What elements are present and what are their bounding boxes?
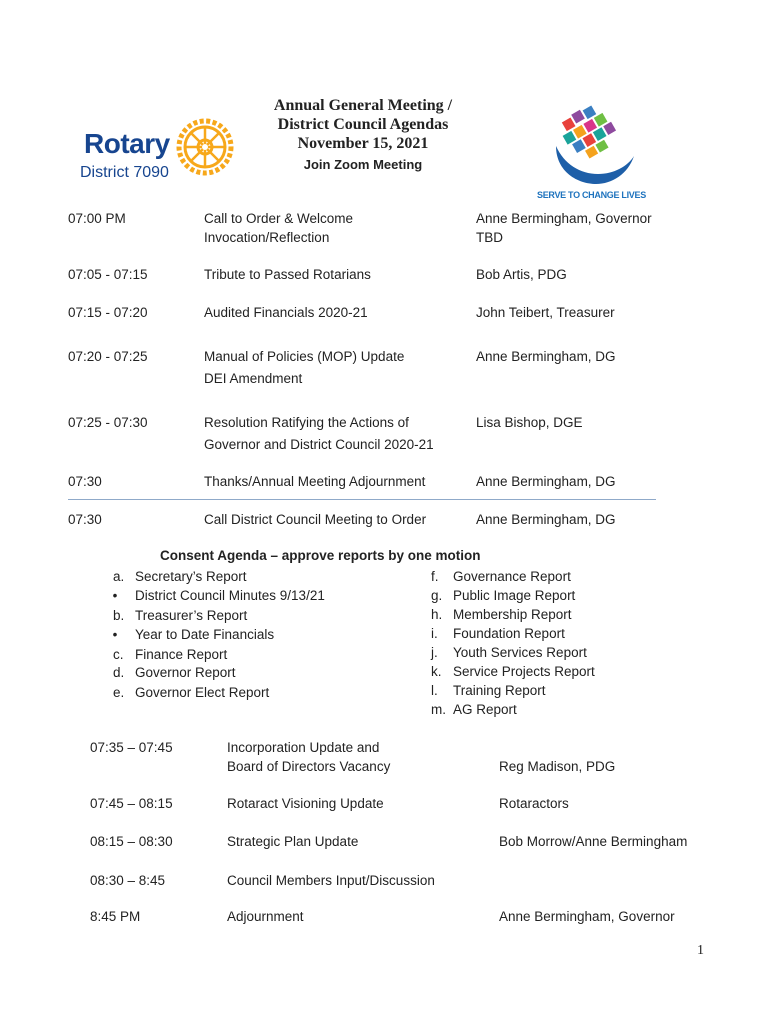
consent-item [95,586,325,605]
consent-item [113,683,269,702]
agenda-time: 07:30 [68,474,102,489]
consent-item [431,662,595,681]
list-text: Service Projects Report [453,664,595,679]
agenda-item: Incorporation Update and [227,740,380,755]
agenda-presenter: Anne Bermingham, DG [476,349,616,364]
list-text: Foundation Report [453,626,565,641]
page-title [228,96,498,174]
list-text: Treasurer’s Report [135,608,248,623]
agenda-time: 07:20 - 07:25 [68,349,148,364]
agenda-presenter: Anne Bermingham, DG [476,474,616,489]
agenda-presenter: John Teibert, Treasurer [476,305,615,320]
list-marker: j. [431,645,438,660]
list-text: Year to Date Financials [135,627,275,642]
agenda-presenter: Bob Morrow/Anne Bermingham [499,834,688,849]
list-text: Governor Report [135,665,236,680]
agenda-item: Strategic Plan Update [227,834,359,849]
agenda-item: Call District Council Meeting to Order [204,512,427,527]
agenda-item: Council Members Input/Discussion [227,873,435,888]
agenda-time: 07:45 – 08:15 [90,796,173,811]
agenda-item: Resolution Ratifying the Actions of [204,415,409,430]
list-marker: m. [431,702,446,717]
agenda-time: 08:15 – 08:30 [90,834,173,849]
consent-item [113,567,247,586]
consent-item [113,663,236,682]
list-text: Public Image Report [453,588,576,603]
page-number: 1 [697,943,704,958]
list-marker: h. [431,607,443,622]
agenda-presenter: Lisa Bishop, DGE [476,415,583,430]
agenda-item: Rotaract Visioning Update [227,796,384,811]
list-text: AG Report [453,702,517,717]
list-marker: b. [113,608,125,623]
rotary-wheel-icon [176,118,234,176]
bullet-icon: • [112,588,118,603]
rotary-district: District 7090 [80,164,169,181]
agenda-time: 07:35 – 07:45 [90,740,173,755]
consent-item [431,643,587,662]
list-marker: a. [113,569,125,584]
agenda-presenter: Bob Artis, PDG [476,267,567,282]
list-marker: d. [113,665,125,680]
agenda-item: Invocation/Reflection [204,230,330,245]
list-text: Membership Report [453,607,572,622]
list-marker: i. [431,626,438,641]
consent-item [431,586,575,605]
consent-item [113,606,247,625]
agenda-time: 07:05 - 07:15 [68,267,148,282]
list-text: Youth Services Report [453,645,587,660]
agenda-presenter: Anne Bermingham, Governor [476,211,652,226]
list-text: Finance Report [135,647,228,662]
divider [68,499,656,500]
bullet-icon: • [112,627,118,642]
agenda-presenter: Reg Madison, PDG [499,759,616,774]
agenda-item: Thanks/Annual Meeting Adjournment [204,474,426,489]
consent-heading: Consent Agenda – approve reports by one motion [160,548,481,563]
agenda-item: Governor and District Council 2020-21 [204,437,434,452]
consent-item [113,645,227,664]
list-marker: k. [431,664,442,679]
globe-hand-icon [552,100,638,188]
agenda-time: 8:45 PM [90,909,141,924]
agenda-time: 07:30 [68,512,102,527]
agenda-item: Manual of Policies (MOP) Update [204,349,405,364]
list-marker: f. [431,569,439,584]
consent-item [431,605,572,624]
agenda-presenter: Anne Bermingham, DG [476,512,616,527]
list-text: Training Report [453,683,546,698]
list-marker: e. [113,685,125,700]
title-line-2: District Council Agendas [277,116,449,133]
consent-item [95,625,274,644]
consent-item [431,700,517,719]
list-text: District Council Minutes 9/13/21 [135,588,325,603]
list-text: Governance Report [453,569,571,584]
rotary-wordmark: Rotary [84,128,170,159]
title-line-1: Annual General Meeting / [273,97,453,114]
agenda-item: Call to Order & Welcome [204,211,354,226]
title-line-3: November 15, 2021 [297,135,429,152]
agenda-item: Board of Directors Vacancy [227,759,391,774]
consent-item [431,567,571,586]
agenda-item: DEI Amendment [204,371,303,386]
agenda-time: 07:00 PM [68,211,126,226]
tagline: SERVE TO CHANGE LIVES [537,190,646,200]
agenda-item: Tribute to Passed Rotarians [204,267,371,282]
list-text: Governor Elect Report [135,685,270,700]
list-marker: c. [113,647,124,662]
list-marker: g. [431,588,443,603]
agenda-item: Audited Financials 2020-21 [204,305,368,320]
consent-item [431,624,565,643]
agenda-presenter: TBD [476,230,503,245]
list-marker: l. [431,683,438,698]
agenda-item: Adjournment [227,909,304,924]
agenda-presenter: Rotaractors [499,796,569,811]
zoom-link[interactable]: Join Zoom Meeting [303,157,423,172]
agenda-time: 08:30 – 8:45 [90,873,166,888]
agenda-time: 07:25 - 07:30 [68,415,148,430]
agenda-presenter: Anne Bermingham, Governor [499,909,675,924]
consent-item [431,681,546,700]
agenda-time: 07:15 - 07:20 [68,305,148,320]
list-text: Secretary’s Report [135,569,247,584]
